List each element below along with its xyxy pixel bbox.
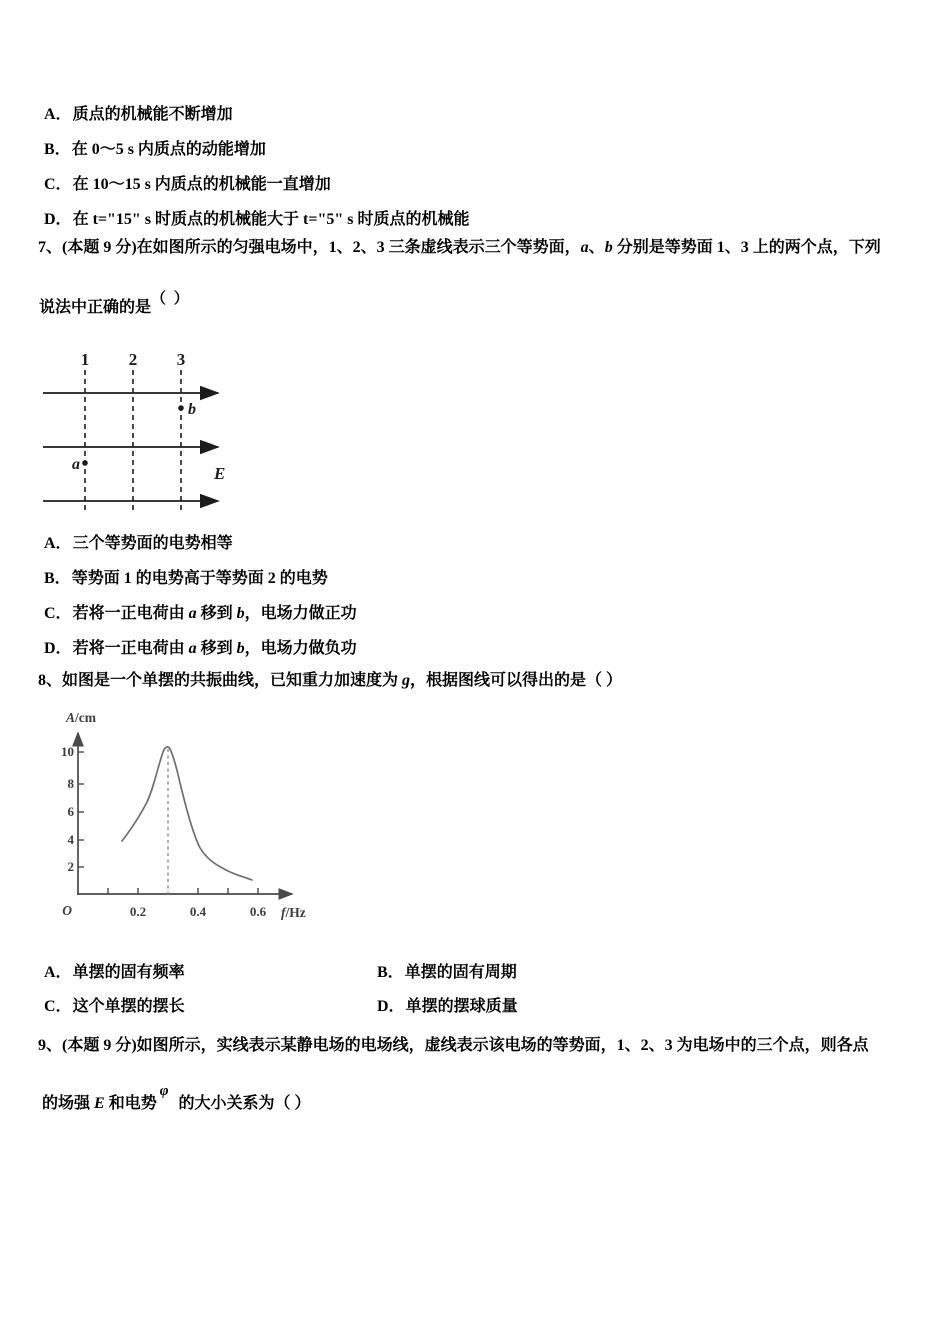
point-b-dot <box>178 405 184 411</box>
option-text: 在 10～15 s 内质点的机械能一直增加 <box>72 176 331 193</box>
field-strength-label: E <box>214 464 226 483</box>
y-tick-label-10: 10 <box>61 744 74 759</box>
stem-text: 说法中正确的是 <box>39 299 152 316</box>
q7-option-a <box>44 534 233 553</box>
y-tick-label-2: 2 <box>67 859 74 874</box>
var-g: g <box>402 672 411 689</box>
stem-text: 7、(本题 9 分)在如图所示的匀强电场中，1、2、3 三条虚线表示三个等势面， <box>38 239 581 256</box>
option-label: A． <box>44 964 72 981</box>
option-text: 若将一正电荷由 <box>72 640 189 657</box>
option-text: 三个等势面的电势相等 <box>72 535 233 552</box>
option-text: ，电场力做正功 <box>244 605 357 622</box>
q8-option-d <box>377 997 518 1016</box>
q8-option-a <box>44 963 185 982</box>
stem-text: 8、如图是一个单摆的共振曲线，已知重力加速度为 <box>38 672 403 689</box>
option-label: D． <box>44 211 72 228</box>
var-b: b <box>236 640 245 657</box>
y-axis-unit: /cm <box>75 710 97 725</box>
option-label: B． <box>377 964 404 981</box>
q7-equipotential-figure <box>42 344 242 521</box>
var-a: a <box>580 239 589 256</box>
point-a-dot <box>82 460 88 466</box>
equipotential-label-3: 3 <box>176 350 186 369</box>
q8-stem <box>38 671 622 690</box>
point-a-label: a <box>72 456 80 473</box>
x-tick-label-0-6: 0.6 <box>249 904 267 919</box>
x-axis-symbol: f <box>281 905 286 920</box>
var-a: a <box>188 640 197 657</box>
q8-chart-svg <box>50 703 310 928</box>
x-axis-unit: /Hz <box>285 905 306 920</box>
option-text: 等势面 1 的电势高于等势面 2 的电势 <box>71 570 328 587</box>
y-axis-symbol: A <box>66 710 76 725</box>
option-text: 质点的机械能不断增加 <box>72 106 233 123</box>
var-b: b <box>604 239 613 256</box>
q6-option-a <box>44 105 233 124</box>
stem-text: 、 <box>588 239 605 256</box>
point-b-label: b <box>188 401 196 418</box>
option-text: 移到 <box>196 605 237 622</box>
option-text: 单摆的摆球质量 <box>405 998 518 1015</box>
y-axis-title <box>65 710 97 725</box>
option-text: 在 t="15" s 时质点的机械能大于 t="5" s 时质点的机械能 <box>72 211 470 228</box>
option-label: A． <box>44 106 72 123</box>
q8-option-c <box>44 997 185 1016</box>
option-text: 单摆的固有周期 <box>404 964 517 981</box>
q7-option-b <box>44 569 328 588</box>
stem-text: 分别是等势面 1、3 上的两个点，下列 <box>612 239 881 256</box>
option-label: D． <box>377 998 405 1015</box>
stem-text: 的大小关系为（ ） <box>174 1095 311 1112</box>
q7-figure-svg <box>42 344 242 516</box>
stem-text: ，根据图线可以得出的是（ ） <box>410 672 623 689</box>
answer-parentheses: （ ） <box>151 291 191 307</box>
x-tick-label-0-4: 0.4 <box>189 904 207 919</box>
option-label: C． <box>44 605 72 622</box>
q6-option-b <box>44 140 266 159</box>
option-label: D． <box>44 640 72 657</box>
stem-text: 和电势 <box>104 1095 157 1112</box>
option-text: 单摆的固有频率 <box>72 964 185 981</box>
q9-stem-line1 <box>38 1036 869 1055</box>
q6-option-d <box>44 210 469 229</box>
stem-text: 的场强 <box>42 1095 95 1112</box>
option-text: ，电场力做负功 <box>244 640 357 657</box>
option-text: 在 0～5 s 内质点的动能增加 <box>71 141 266 158</box>
var-E: E <box>94 1095 105 1112</box>
option-label: C． <box>44 176 72 193</box>
q9-stem-line2 <box>42 1083 311 1114</box>
equipotential-label-2: 2 <box>128 350 138 369</box>
option-label: B． <box>44 570 71 587</box>
y-tick-label-6: 6 <box>67 804 74 819</box>
option-text: 移到 <box>196 640 237 657</box>
equipotential-label-1: 1 <box>80 350 90 369</box>
stem-text: 9、(本题 9 分)如图所示，实线表示某静电场的电场线，虚线表示该电场的等势面，1、2、3 为电场中的三个点，则各点 <box>38 1037 869 1054</box>
resonance-curve <box>122 747 252 880</box>
option-label: B． <box>44 141 71 158</box>
q7-option-c <box>44 604 357 623</box>
option-label: C． <box>44 998 72 1015</box>
q8-option-b <box>377 963 517 982</box>
q7-stem-line2 <box>39 291 191 318</box>
q8-resonance-chart <box>50 703 310 933</box>
y-tick-label-8: 8 <box>67 776 74 791</box>
x-axis-title <box>281 905 306 920</box>
option-label: A． <box>44 535 72 552</box>
var-phi-superscript: φ <box>159 1083 169 1099</box>
origin-label: O <box>62 903 72 918</box>
option-text: 这个单摆的摆长 <box>72 998 185 1015</box>
q7-option-d <box>44 639 357 658</box>
y-tick-label-4: 4 <box>67 832 74 847</box>
x-tick-label-0-2: 0.2 <box>129 904 147 919</box>
option-text: 若将一正电荷由 <box>72 605 189 622</box>
q6-option-c <box>44 175 331 194</box>
var-a: a <box>188 605 197 622</box>
var-b: b <box>236 605 245 622</box>
q7-stem-line1 <box>38 238 881 257</box>
